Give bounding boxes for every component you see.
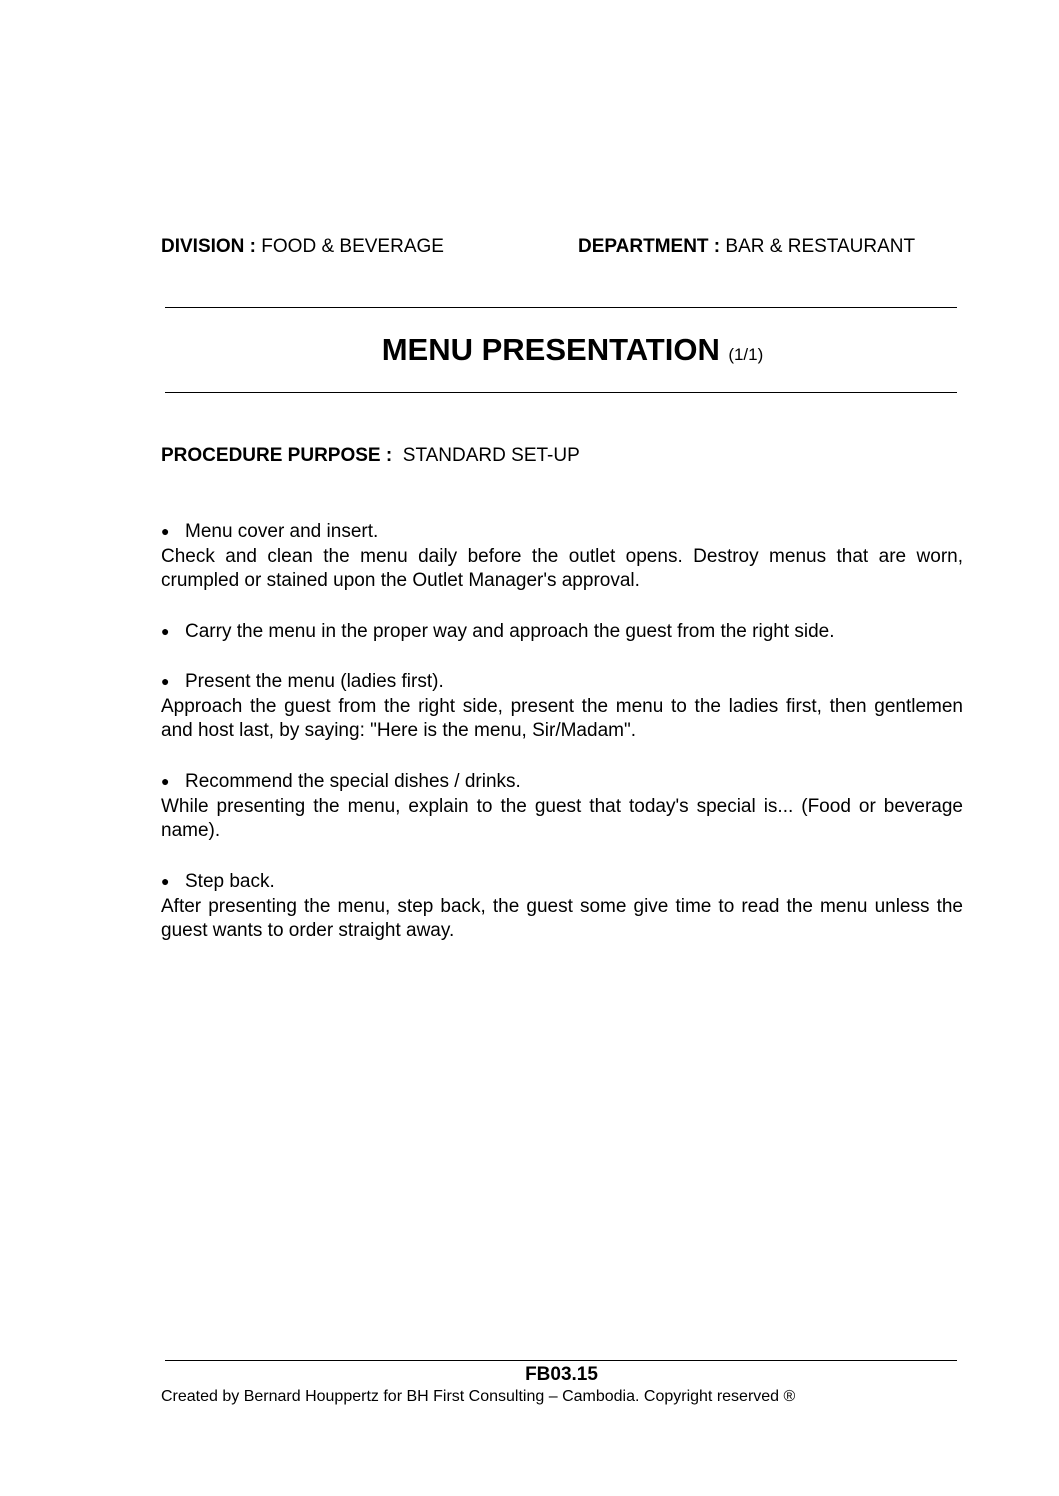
bullet-icon: ● <box>161 873 170 889</box>
division-value: FOOD & BEVERAGE <box>261 236 444 257</box>
step-body: While presenting the menu, explain to the guest that today's special is... (Food or beverage name). <box>161 795 963 841</box>
division-label: DIVISION : <box>161 236 257 257</box>
department-value: BAR & RESTAURANT <box>725 236 916 257</box>
footer-divider <box>165 1360 957 1361</box>
step-heading: Carry the menu in the proper way and approach the guest from the right side. <box>185 621 835 642</box>
step-body: Check and clean the menu daily before the outlet opens. Destroy menus that are worn, crumpled or stained upon the Outlet Manager's approval. <box>161 545 963 591</box>
title-page-number: (1/1) <box>728 345 764 364</box>
step-body: Approach the guest from the right side, present the menu to the ladies first, then gentlemen and host last, by saying: "Here is the menu, Sir/Madam". <box>161 695 963 741</box>
step-body: After presenting the menu, step back, the guest some give time to read the menu unless the guest wants to order straight away. <box>161 895 963 941</box>
copyright-credit: Created by Bernard Houppertz for BH First Consulting – Cambodia. Copyright reserved ® <box>161 1388 796 1405</box>
purpose-value: STANDARD SET-UP <box>402 445 580 466</box>
bullet-icon: ● <box>161 523 170 539</box>
procedure-purpose <box>161 445 580 467</box>
document-code: FB03.15 <box>525 1364 598 1385</box>
step-heading: Recommend the special dishes / drinks. <box>185 771 521 792</box>
top-divider <box>165 307 957 308</box>
step-2 <box>161 619 963 645</box>
bullet-icon: ● <box>161 623 170 639</box>
department-label: DEPARTMENT : <box>578 236 721 257</box>
step-heading: Step back. <box>185 871 275 892</box>
bullet-icon: ● <box>161 673 170 689</box>
step-heading: Present the menu (ladies first). <box>185 671 444 692</box>
step-1 <box>161 519 963 594</box>
step-3 <box>161 669 963 744</box>
title-main: MENU PRESENTATION <box>381 332 720 367</box>
division-field <box>161 236 444 258</box>
step-5 <box>161 869 963 944</box>
page-title <box>0 332 1059 368</box>
step-heading: Menu cover and insert. <box>185 521 379 542</box>
department-field <box>578 236 915 258</box>
bullet-icon: ● <box>161 773 170 789</box>
step-4 <box>161 769 963 844</box>
purpose-label: PROCEDURE PURPOSE : <box>161 445 393 466</box>
title-divider <box>165 392 957 393</box>
